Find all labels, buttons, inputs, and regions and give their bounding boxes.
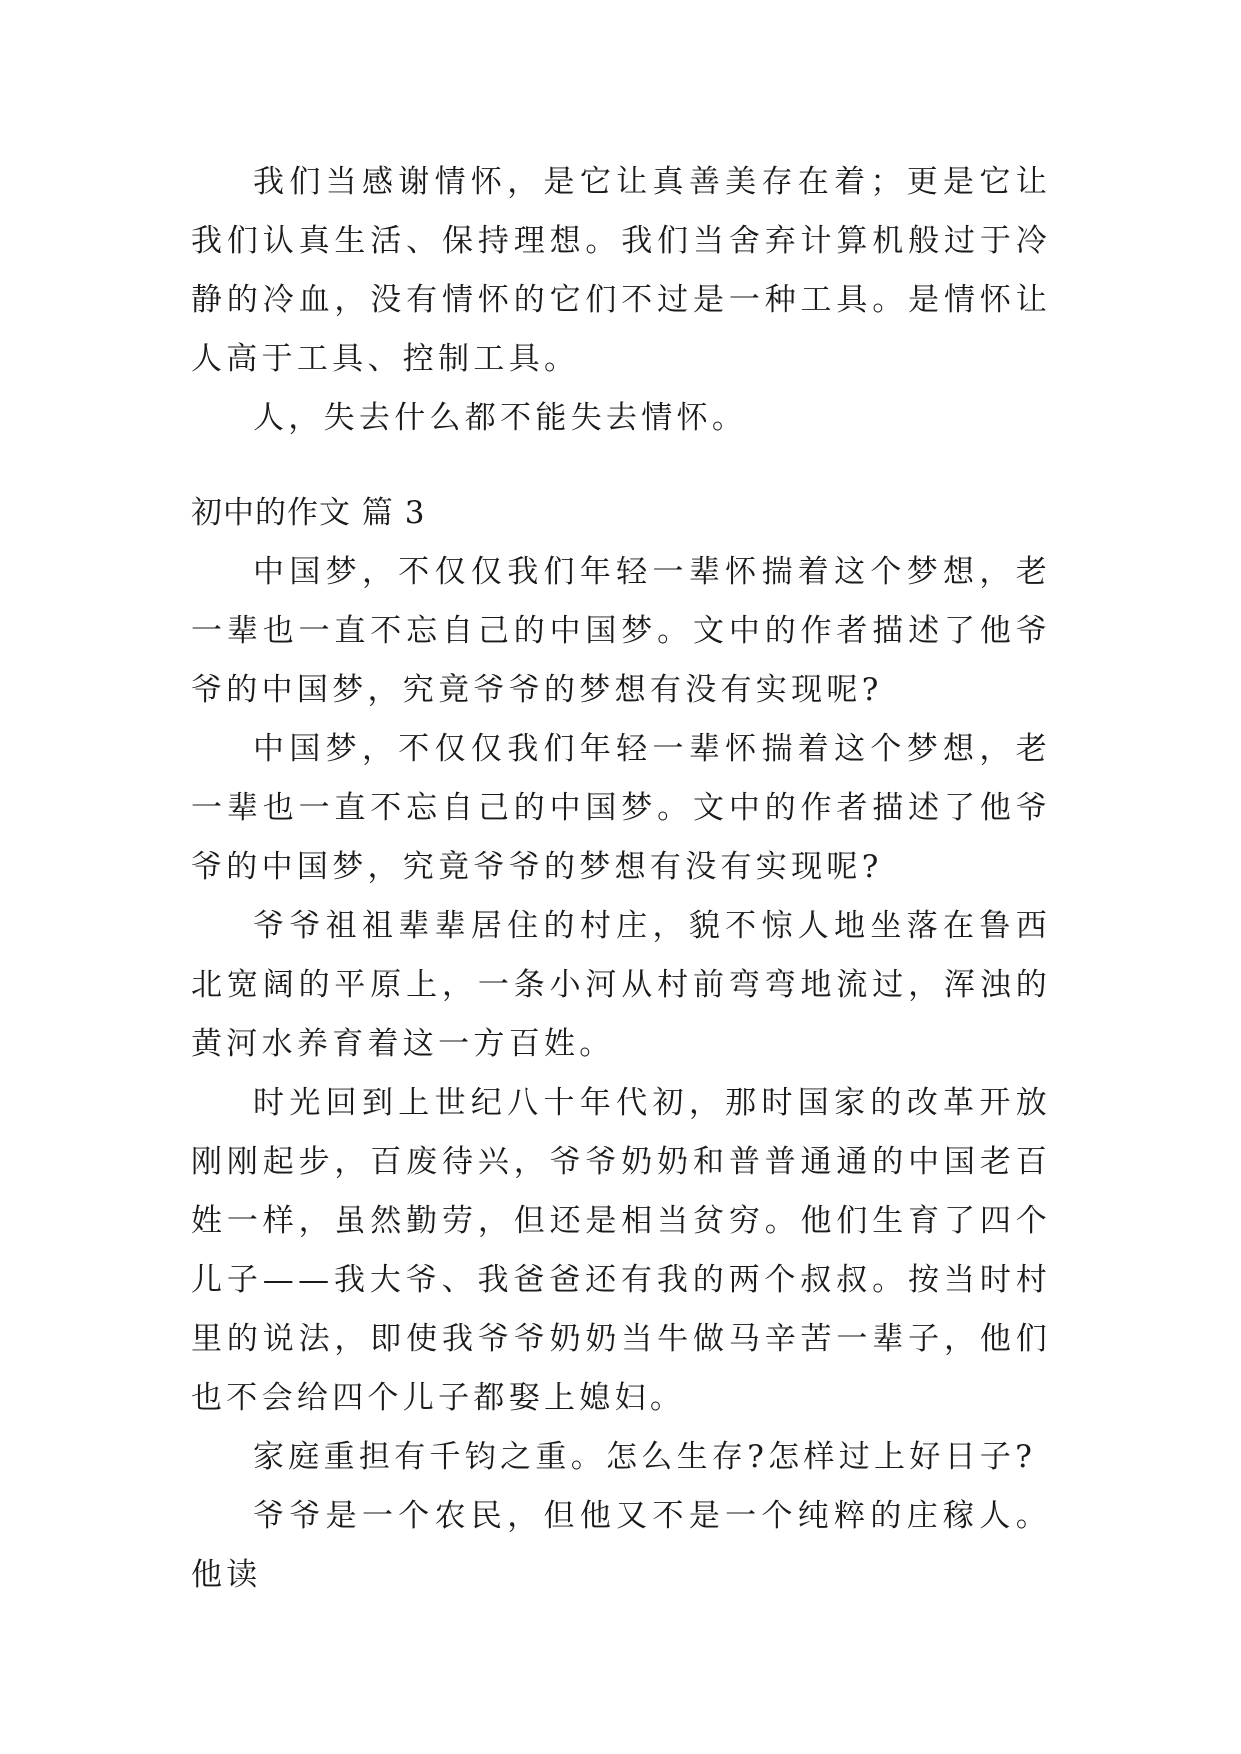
paragraph-conclusion: 人，失去什么都不能失去情怀。: [253, 400, 748, 436]
essay-heading: 初中的作文 篇 3: [191, 495, 426, 531]
paragraph-burden: 家庭重担有千钧之重。怎么生存?怎样过上好日子?: [253, 1439, 1037, 1475]
paragraph-intro-1: 中国梦，不仅仅我们年轻一辈怀揣着这个梦想，老一辈也一直不忘自己的中国梦。文中的作者描述了他爷爷的中国梦，究竟爷爷的梦想有没有实现呢?: [191, 554, 1051, 708]
paragraph-intro-2: 中国梦，不仅仅我们年轻一辈怀揣着这个梦想，老一辈也一直不忘自己的中国梦。文中的作者描述了他爷爷的中国梦，究竟爷爷的梦想有没有实现呢?: [191, 731, 1051, 885]
document-body: [191, 153, 1051, 1605]
paragraph-grandfather: 爷爷是一个农民，但他又不是一个纯粹的庄稼人。他读: [191, 1498, 1051, 1593]
paragraph-village: 爷爷祖祖辈辈居住的村庄，貌不惊人地坐落在鲁西北宽阔的平原上，一条小河从村前弯弯地流过，浑浊的黄河水养育着这一方百姓。: [191, 908, 1051, 1062]
paragraph-gratitude: 我们当感谢情怀，是它让真善美存在着；更是它让我们认真生活、保持理想。我们当舍弃计算机般过于冷静的冷血，没有情怀的它们不过是一种工具。是情怀让人高于工具、控制工具。: [191, 164, 1051, 377]
paragraph-eighties: 时光回到上世纪八十年代初，那时国家的改革开放刚刚起步，百废待兴，爷爷奶奶和普普通通的中国老百姓一样，虽然勤劳，但还是相当贫穷。他们生育了四个儿子——我大爷、我爸爸还有我的两个叔叔。按当时村里的说法，即使我爷爷奶奶当牛做马辛苦一辈子，他们也不会给四个儿子都娶上媳妇。: [191, 1085, 1051, 1416]
